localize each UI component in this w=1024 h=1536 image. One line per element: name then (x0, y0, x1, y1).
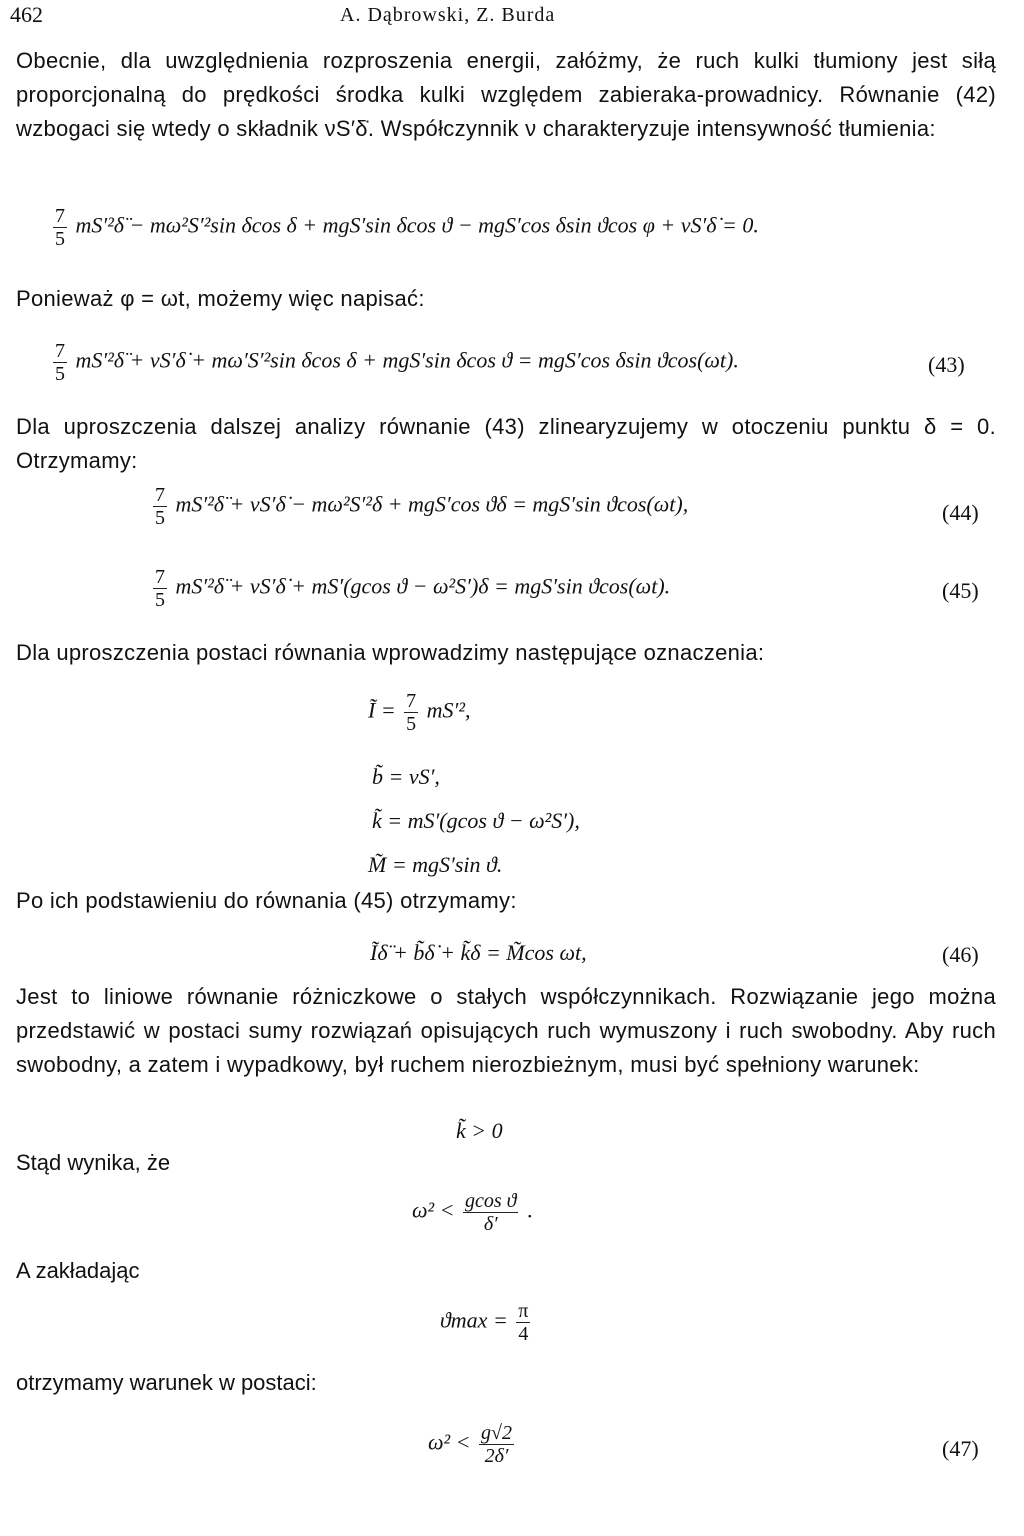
equation-44 (150, 484, 688, 529)
condition-k-positive: k̃ > 0 (456, 1118, 503, 1143)
condition-omega: ω² < $\frac{\text{gcos ϑ}}{\delta'}$ . (412, 1190, 533, 1235)
equation-number-43: (43) (928, 352, 965, 377)
equation-body: mS′²δ̈ + νS′δ̇ − mω²S′²δ + mgS′cos ϑδ = mgS′sin ϑcos(ωt), (175, 491, 689, 517)
condition-theta-max: ϑmax = $\frac{\pi}{4}$ (440, 1300, 529, 1345)
paragraph-linear-ode: Jest to liniowe równanie różniczkowe o stałych współczynnikach. Rozwiązanie jego można przedstawić w postaci sumy rozwiązań opisujących ruch wymuszony i ruch swobodny. Aby ruch swobodny, a zatem i wypadkowy, był ruchem nierozbieżnym, musi być spełniony warunek: (16, 984, 996, 1077)
condition-47: ω² < $\frac{g√2}{2\delta'}$ (428, 1422, 512, 1467)
equation-number-47: (47) (942, 1436, 979, 1461)
equation-damped (50, 205, 759, 250)
fraction-seven-fifths: $\frac{7}{5}$ (155, 484, 165, 529)
equation-number-45: (45) (942, 578, 979, 603)
text-obtain-condition: otrzymamy warunek w postaci: (16, 1370, 317, 1395)
fraction-seven-fifths: $\frac{7}{5}$ (55, 205, 65, 250)
paragraph-damping: Obecnie, dla uwzględnienia rozproszenia energii, załóżmy, że ruch kulki tłumiony jest siłą proporcjonalną do prędkości środka kulki względem zabieraka-prowadnicy. Równanie (42) wzbogaci się wtedy o składnik νS′δ̇. Współczynnik ν charakteryzuje intensywność tłumienia: (16, 48, 996, 141)
equation-45 (150, 566, 670, 611)
running-title: A. Dąbrowski, Z. Burda (340, 4, 556, 26)
text-assuming: A zakładając (16, 1258, 140, 1283)
running-header (0, 2, 1024, 32)
equation-46: Ĩδ̈ + b̃δ̇ + k̃δ = M̃cos ωt, (370, 940, 587, 965)
definition-b: b̃ = νS′, (372, 764, 440, 789)
paragraph-since-phi: Ponieważ φ = ωt, możemy więc napisać: (16, 286, 425, 311)
equation-body: mS′²δ̈ + νS′δ̇ + mω′S′²sin δcos δ + mgS′sin δcos ϑ = mgS′cos δsin ϑcos(ωt). (75, 347, 739, 373)
paragraph-linearize: Dla uproszczenia dalszej analizy równanie (43) zlinearyzujemy w otoczeniu punktu δ = 0. Otrzymamy: (16, 414, 996, 473)
fraction-gcos-over-delta: $\frac{\text{gcos ϑ}}{\delta'}$ (464, 1190, 517, 1235)
equation-body: mS′²δ̈ + νS′δ̇ + mS′(gcos ϑ − ω²S′)δ = mgS′sin ϑcos(ωt). (175, 573, 671, 599)
paragraph-substitute: Po ich podstawieniu do równania (45) otrzymamy: (16, 888, 517, 913)
fraction-seven-fifths: $\frac{7}{5}$ (155, 566, 165, 611)
definition-k: k̃ = mS′(gcos ϑ − ω²S′), (372, 808, 580, 833)
definition-I: Ĩ = $\frac{7}{5}$ mS′², (368, 690, 471, 735)
page-number: 462 (10, 2, 43, 27)
fraction-pi-over-four: $\frac{\pi}{4}$ (518, 1300, 529, 1345)
equation-43 (50, 340, 739, 385)
fraction-g-sqrt2-over-2delta: $\frac{g√2}{2\delta'}$ (480, 1422, 512, 1467)
text-hence: Stąd wynika, że (16, 1150, 171, 1175)
paragraph-notation: Dla uproszczenia postaci równania wprowadzimy następujące oznaczenia: (16, 640, 765, 665)
equation-number-46: (46) (942, 942, 979, 967)
definition-M: M̃ = mgS′sin ϑ. (368, 852, 503, 877)
fraction-seven-fifths: $\frac{7}{5}$ (55, 340, 65, 385)
fraction-seven-fifths: $\frac{7}{5}$ (406, 690, 417, 735)
equation-body: mS′²δ̈ − mω²S′²sin δcos δ + mgS′sin δcos ϑ − mgS′cos δsin ϑcos φ + νS′δ̇ = 0. (75, 212, 759, 238)
equation-number-44: (44) (942, 500, 979, 525)
